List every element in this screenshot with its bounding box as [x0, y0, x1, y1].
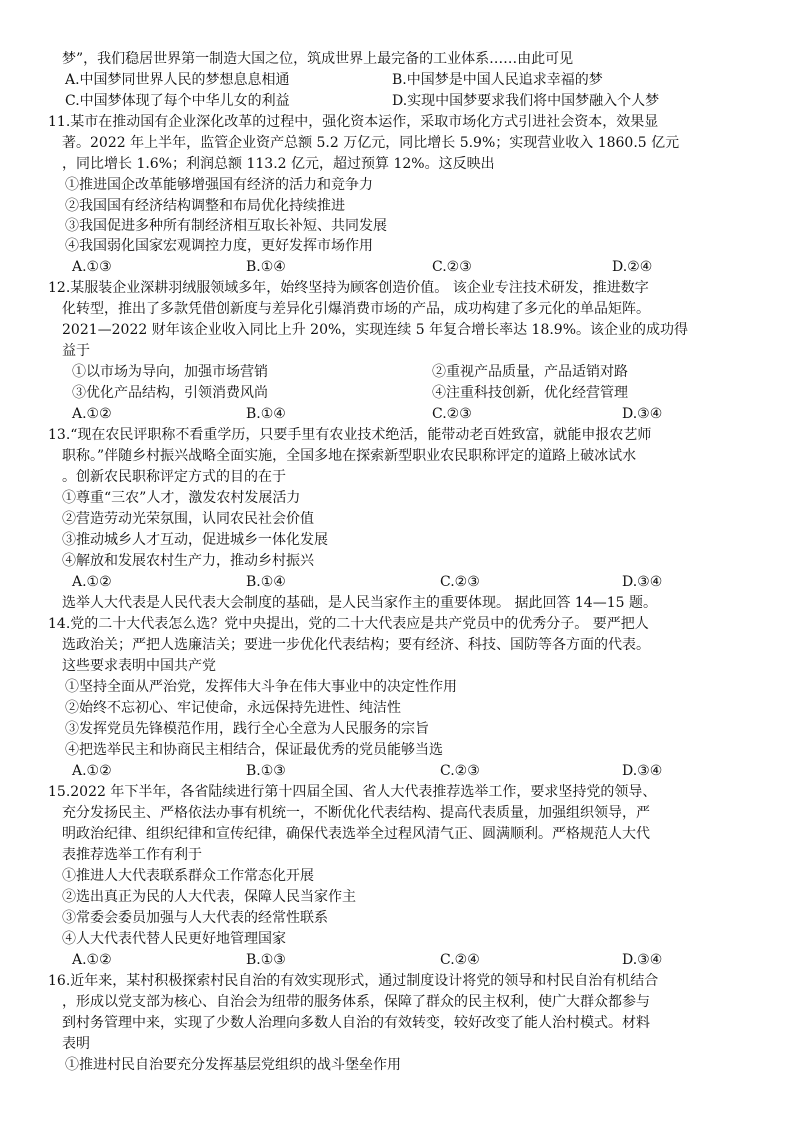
statement: ③我国促进多种所有制经济相互取长补短、共同发展 — [65, 218, 387, 234]
statement: ②始终不忘初心、牢记使命，永远保持先进性、纯洁性 — [65, 700, 401, 716]
text-line: ，同比增长 1.6%；利润总额 113.2 亿元，超过预算 12%。这反映出 — [62, 156, 495, 172]
statement: ①尊重“三农”人才，激发农村发展活力 — [62, 490, 301, 506]
section-intro: 选举人大代表是人民代表大会制度的基础，是人民当家作主的重要体现。 据此回答 14—15 题。 — [62, 595, 657, 611]
option-d: D.③④ — [622, 406, 663, 422]
option-c: C.②③ — [432, 406, 472, 422]
option-c: C.②③ — [440, 574, 480, 590]
option-d: D.③④ — [622, 763, 663, 779]
statement: ②选出真正为民的人大代表，保障人民当家作主 — [62, 889, 356, 905]
option-a: A.中国梦同世界人民的梦想息息相通 — [65, 72, 290, 88]
option-b: B.①③ — [246, 763, 286, 779]
statement: ④我国弱化国家宏观调控力度，更好发挥市场作用 — [65, 238, 373, 254]
option-a: A.①② — [72, 406, 112, 422]
statement: ③优化产品结构，引领消费风尚 — [72, 385, 268, 401]
text-line: 明政治纪律、组织纪律和宣传纪律，确保代表选举全过程风清气正、圆满顺利。严格规范人大代 — [62, 826, 650, 842]
option-c: C.②③ — [440, 763, 480, 779]
statement: ②我国国有经济结构调整和布局优化持续推进 — [65, 198, 345, 214]
statement: ①推进人大代表联系群众工作常态化开展 — [62, 868, 314, 884]
question-14: 14.党的二十大代表怎么选？党中央提出，党的二十大代表应是共产党员中的优秀分子。 要严把人 — [48, 616, 649, 632]
statement: ①坚持全面从严治党，发挥伟大斗争在伟大事业中的决定性作用 — [65, 679, 457, 695]
text-line: 到村务管理中来，实现了少数人治理向多数人自治的有效转变，较好改变了能人治村模式。材料 — [62, 1015, 650, 1031]
option-d: D.②④ — [612, 259, 653, 275]
option-b: B.①③ — [246, 952, 286, 968]
option-b: B.①④ — [246, 406, 286, 422]
question-16: 16.近年来，某村积极探索村民自治的有效实现形式，通过制度设计将党的领导和村民自治有机结合 — [48, 973, 659, 989]
text-line: 梦”，我们稳居世界第一制造大国之位，筑成世界上最完备的工业体系……由此可见 — [62, 51, 574, 67]
option-d: D.实现中国梦要求我们将中国梦融入个人梦 — [392, 93, 660, 109]
question-13: 13.“现在农民评职称不看重学历，只要手里有农业技术绝活，能带动老百姓致富，就能申报农艺师 — [48, 427, 652, 443]
statement: ④把选举民主和协商民主相结合，保证最优秀的党员能够当选 — [65, 742, 443, 758]
text-line: 充分发扬民主、严格依法办事有机统一，不断优化代表结构、提高代表质量，加强组织领导，严 — [62, 805, 650, 821]
option-d: D.③④ — [622, 952, 663, 968]
option-b: B.中国梦是中国人民追求幸福的梦 — [392, 72, 603, 88]
text-line: 这些要求表明中国共产党 — [62, 658, 216, 674]
text-line: 表推荐选举工作有利于 — [62, 847, 202, 863]
text-line: 化转型，推出了多款凭借创新度与差异化引爆消费市场的产品，成功构建了多元化的单品矩阵。 — [62, 301, 650, 317]
statement: ④解放和发展农村生产力，推动乡村振兴 — [62, 553, 314, 569]
option-a: A.①② — [72, 574, 112, 590]
text-line: 选政治关；严把人选廉洁关；要进一步优化代表结构；要有经济、科技、国防等各方面的代表。 — [62, 637, 650, 653]
option-b: B.①④ — [246, 574, 286, 590]
statement: ③推动城乡人才互动，促进城乡一体化发展 — [62, 532, 328, 548]
question-11: 11.某市在推动国有企业深化改革的过程中，强化资本运作，采取市场化方式引进社会资本，效果显 — [48, 114, 659, 130]
statement: ④人大代表代替人民更好地管理国家 — [62, 931, 286, 947]
statement: ①推进村民自治要充分发挥基层党组织的战斗堡垒作用 — [65, 1057, 401, 1073]
statement: ②营造劳动光荣氛围，认同农民社会价值 — [62, 511, 314, 527]
text-line: 。创新农民职称评定方式的目的在于 — [62, 469, 286, 485]
option-c: C.②③ — [432, 259, 472, 275]
statement: ①推进国企改革能够增强国有经济的活力和竞争力 — [65, 177, 373, 193]
text-line: 2021—2022 财年该企业收入同比上升 20%，实现连续 5 年复合增长率达 18.9%。该企业的成功得 — [62, 322, 689, 338]
text-line: ，形成以党支部为核心、自治会为纽带的服务体系，保障了群众的民主权利，使广大群众都参与 — [62, 994, 650, 1010]
option-c: C.中国梦体现了每个中华儿女的利益 — [65, 93, 290, 109]
statement: ③常委会委员加强与人大代表的经常性联系 — [62, 910, 328, 926]
question-12: 12.某服装企业深耕羽绒服领域多年，始终坚持为顾客创造价值。 该企业专注技术研发，推进数字 — [48, 280, 649, 296]
text-line: 益于 — [62, 343, 90, 359]
statement: ④注重科技创新，优化经营管理 — [432, 385, 628, 401]
question-15: 15.2022 年下半年，各省陆续进行第十四届全国、省人大代表推荐选举工作，要求坚持党的领导、 — [48, 784, 657, 800]
text-line: 表明 — [62, 1036, 90, 1052]
option-a: A.①② — [72, 952, 112, 968]
statement: ③发挥党员先锋模范作用，践行全心全意为人民服务的宗旨 — [65, 721, 429, 737]
option-a: A.①② — [72, 763, 112, 779]
option-d: D.③④ — [622, 574, 663, 590]
text-line: 著。2022 年上半年，监管企业资产总额 5.2 万亿元，同比增长 5.9%；实现营业收入 1860.5 亿元 — [62, 135, 680, 151]
option-c: C.②④ — [440, 952, 480, 968]
option-a: A.①③ — [72, 259, 112, 275]
option-b: B.①④ — [246, 259, 286, 275]
statement: ①以市场为导向，加强市场营销 — [72, 364, 268, 380]
statement: ②重视产品质量，产品适销对路 — [432, 364, 628, 380]
text-line: 职称。”伴随乡村振兴战略全面实施，全国多地在探索新型职业农民职称评定的道路上破冰试水 — [62, 448, 637, 464]
